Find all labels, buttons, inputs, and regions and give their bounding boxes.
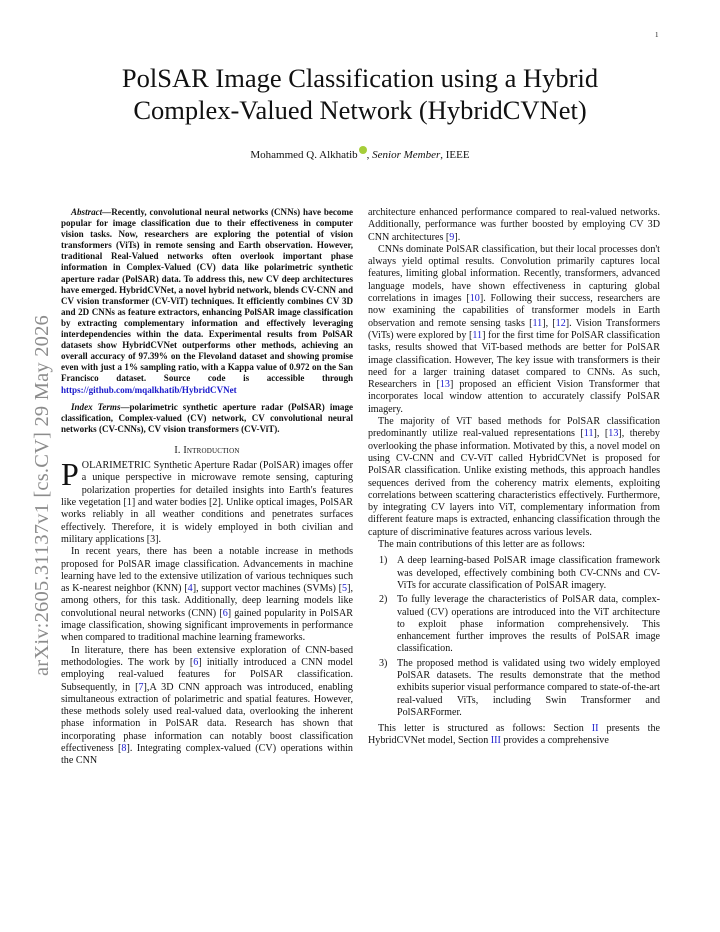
author-name: Mohammed Q. Alkhatib xyxy=(250,149,358,161)
abstract: Abstract—Recently, convolutional neural networks (CNNs) have become popular for image classification due to their effectiveness in computer vision tasks. Now, researchers are exploring the potential of vision transformers (ViTs) in remote sensing and Earth observation. However, traditional Real-Valued networks often overlook important phase information in Complex-Valued (CV) data like polarimetric synthetic aperture radar (PolSAR) data. To address this, new CV deep architectures have emerged. HybridCVNet, a novel hybrid network, blends CV-CNN and CV vision transformer (CV-ViT) techniques. It efficiently combines CV 3D and 2D CNNs as feature extractors, enhancing PolSAR image classification by extracting complementary information and effectively leveraging interdependencies within the data. Experimental results from PolSAR datasets show HybridCVNet outperforms other methods, achieving an overall accuracy of 97.39% on the Flevoland dataset and showing promise even with just a 1% sampling ratio, with a Kappa value of 0.972 on the San Francisco dataset. Source code is accessible through https://github.com/mqalkhatib/HybridCVNet xyxy=(61,207,353,395)
list-item-number: 3) xyxy=(379,657,388,669)
index-terms-label: Index Terms xyxy=(71,401,121,412)
orcid-icon[interactable] xyxy=(359,146,367,154)
list-item-text: The proposed method is validated using two widely employed PolSAR datasets. The results demonstrate that the method exhibits superior visual performance compared to state-of-the-art real-valued ViTs, including Swin Transformer and PolSARFormer. xyxy=(397,657,660,718)
section-3-link[interactable]: III xyxy=(490,735,501,747)
intro-paragraph-2: In recent years, there has been a notable increase in methods proposed for PolSAR image classification. Advancements in machine learning have led to the extensive utilization of various techniques such as K-nearest neighbor (KNN) [4], support vector machines (SVMs) [5], among others, for this task. Additionally, deep learning models like convolutional neural networks (CNN) [6] gained popularity in PolSAR image classification, showing significant improvements in performance when compared to traditional machine learning frameworks. xyxy=(61,546,353,644)
author-role: Senior Member xyxy=(372,149,441,161)
list-item xyxy=(368,594,660,655)
structure-text-c: provides a comprehensive xyxy=(500,735,609,747)
citation-link[interactable]: 13 xyxy=(439,379,450,391)
citation-link[interactable]: 5 xyxy=(342,583,348,595)
section-heading-introduction xyxy=(61,445,353,457)
index-terms: Index Terms—polarimetric synthetic aperture radar (PolSAR) image classification, Complex-valued (CV) network, CV convolutional neural networks (CV-CNNs), CV vision transformers (CV-ViT). xyxy=(61,401,353,434)
citation-link[interactable]: 10 xyxy=(469,293,480,305)
citation-link[interactable]: 12 xyxy=(555,317,566,329)
title-block xyxy=(60,62,660,161)
structure-text-a: This letter is structured as follows: Section xyxy=(378,723,592,735)
intro-paragraph-3: In literature, there has been extensive exploration of CNN-based methodologies. The work by [6] initially introduced a CNN model employing real-valued features for PolSAR classification. Subsequently, in [7],A 3D CNN approach was introduced, enabling simultaneous extraction of polarimetric and spatial features. However, these methods solely used real-valued data, overlooking the inherent phase information in PolSAR data. Research has shown that incorporating phase information can notably boost classification effectiveness [8]. Integrating complex-valued (CV) operations within the CNN xyxy=(61,644,353,767)
right-paragraph-3: The majority of ViT based methods for PolSAR classification predominantly utilize real-valued representations [11], [13], thereby overlooking the phase information. Motivated by this, a novel model on using CV-CNN and CV-ViT called HybridCVNet is proposed for PolSAR classification. Unlike existing methods, this approach handles sequences derived from the coherency matrix elements, exploiting correlations between scattering characteristics effectively. Furthermore, by integrating CV layers into ViT, complementary information from different feature maps is extracted, enhancing classification through the capture of discriminative features across various levels. xyxy=(368,416,660,538)
list-item xyxy=(368,658,660,719)
author-line: Mohammed Q. Alkhatib , Senior Member, IEEE xyxy=(60,146,660,161)
page-number: 1 xyxy=(655,31,659,39)
paper-title xyxy=(60,62,660,126)
list-item-number: 1) xyxy=(379,555,388,567)
source-code-link[interactable]: https://github.com/mqalkhatib/HybridCVNet xyxy=(61,384,237,395)
title-line-2: Complex-Valued Network (HybridCVNet) xyxy=(133,95,587,125)
citation-link[interactable]: 4 xyxy=(187,583,193,595)
left-column xyxy=(61,207,353,768)
list-item xyxy=(368,555,660,592)
index-terms-text: polarimetric synthetic aperture radar (PolSAR) image classification, Complex-valued (CV) network, CV convolutional neural networks (CV-CNNs), CV vision transformers (CV-ViT). xyxy=(61,401,353,434)
section-title: Introduction xyxy=(183,444,240,456)
citation-link[interactable]: 11 xyxy=(583,428,594,440)
list-item-text: To fully leverage the characteristics of PolSAR data, complex-valued (CV) operations are introduced into the ViT architecture to exploit phase information comprehensively. This enhancement further improves the results of PolSAR image classification. xyxy=(397,594,660,655)
citation-link[interactable]: 6 xyxy=(193,656,199,668)
citation-link[interactable]: 9 xyxy=(449,231,455,243)
citation-link[interactable]: 11 xyxy=(472,329,483,341)
citation-link[interactable]: 6 xyxy=(222,607,228,619)
section-numeral: I. xyxy=(174,444,181,456)
section-2-link[interactable]: II xyxy=(591,723,599,735)
arxiv-identifier: arXiv:2605.31137v1 [cs.CV] 29 May 2026 xyxy=(31,315,53,676)
citation-link[interactable]: 13 xyxy=(608,428,619,440)
right-column xyxy=(368,207,660,748)
drop-cap: P xyxy=(61,456,79,493)
intro-paragraph-1-text: Synthetic Aperture Radar (PolSAR) images offer a unique perspective in microwave remote sensing, capturing polarization properties for detailed insights into Earth's features like vegetation [1] and water bodies [2]. Unlike optical images, PolSAR works reliably in all weather conditions and penetrates surfaces effectively. Therefore, it is widely employed in both civilian and military applications [3]. xyxy=(61,460,353,545)
contributions-intro: The main contributions of this letter are as follows: xyxy=(378,539,585,551)
structure-text-b: presents the HybridCVNet model, Section xyxy=(368,723,660,747)
contributions-list xyxy=(368,555,660,719)
citation-link[interactable]: 11 xyxy=(532,317,543,329)
title-line-1: PolSAR Image Classification using a Hybrid xyxy=(121,63,599,93)
intro-paragraph-1 xyxy=(61,456,353,546)
intro-leading-word: OLARIMETRIC xyxy=(81,460,151,472)
structure-paragraph xyxy=(368,723,660,748)
citation-link[interactable]: 8 xyxy=(121,743,127,754)
right-paragraph-1: architecture enhanced performance compared to real-valued networks. Additionally, performance was further boosted by employing CV 3D CNN architectures [9]. xyxy=(368,207,660,243)
list-item-text: A deep learning-based PolSAR image classification framework was developed, effectively combining both CV-CNNs and CV-ViTs for accurate classification of PolSAR imagery. xyxy=(397,555,660,591)
list-item-number: 2) xyxy=(379,594,388,606)
citation-link[interactable]: 7 xyxy=(138,681,144,693)
author-org: IEEE xyxy=(445,149,470,161)
abstract-label: Abstract xyxy=(71,207,103,217)
right-paragraph-2: CNNs dominate PolSAR classification, but their local processes don't always yield optimal results. Convolution primarily captures local features, limiting global information. Recently, transformers, advanced language models, have shown effectiveness in capturing global correlations in images [10]. Following their success, researchers are now examining the capabilities of transformer models in Earth observation and remote sensing tasks [11], [12]. Vision Transformers (ViTs) were explored by [11] for the first time for PolSAR classification tasks, results showed that ViT-based methods are better for PolSAR image classification. However, The key issue with transformers is their need for a larger training dataset compared to CNNs. As such, Researchers in [13] proposed an efficient Vision Transformer that incorporates local window attention to accurately classify PolSAR imagery. xyxy=(368,243,661,415)
abstract-text: Recently, convolutional neural networks (CNNs) have become popular for image classification due to their effectiveness in computer vision tasks. Now, researchers are exploring the potential of vision transformers (ViTs) in remote sensing and Earth observation. However, traditional Real-Valued networks often overlook important phase information in Complex-Valued (CV) data like polarimetric synthetic aperture radar (PolSAR) data. To address this, new CV deep architectures have emerged. HybridCVNet, a novel hybrid network, blends CV-CNN and CV vision transformer (CV-ViT) techniques. It efficiently combines CV 3D and 2D CNNs as feature extractors, enhancing PolSAR image classification by extracting complementary information and effectively leveraging interdependencies within the data. Experimental results from PolSAR datasets show HybridCVNet outperforms other methods, achieving an overall accuracy of 97.39% on the Flevoland dataset and showing promise even with just a 1% sampling ratio, with a Kappa value of 0.972 on the San Francisco dataset. Source code is accessible through xyxy=(61,207,353,384)
